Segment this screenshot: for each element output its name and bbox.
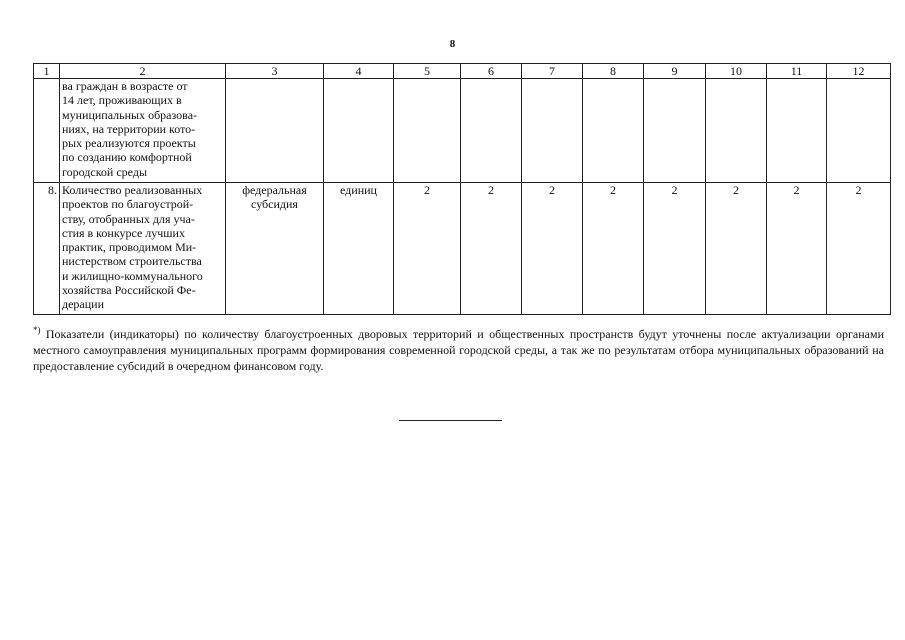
indicators-table	[33, 63, 891, 315]
year-value: 2	[461, 183, 522, 315]
year-value: 2	[583, 183, 644, 315]
year-value	[644, 79, 706, 183]
funding-source	[226, 79, 324, 183]
funding-source-line: федеральная	[242, 183, 307, 197]
unit-of-measure: единиц	[324, 183, 394, 315]
year-value: 2	[706, 183, 767, 315]
year-value	[522, 79, 583, 183]
closing-rule	[399, 420, 502, 421]
description-line: городской среды	[62, 164, 148, 179]
description-line: ству, отобранных для уча-	[62, 211, 195, 226]
table-row	[34, 79, 891, 183]
table-row	[34, 183, 891, 315]
footnote-text: Показатели (индикаторы) по количеству благоустроенных дворовых территорий и общественных пространств будут уточнены после актуализации органами местного самоуправления муниципальных программ формирования современной городской среды, а так же по результатам отбора муниципальных образований на предоставление субсидий в очередном финансовом году.	[33, 327, 884, 373]
row-number	[34, 79, 60, 183]
column-number: 10	[706, 64, 767, 79]
page-number: 8	[449, 38, 456, 50]
column-number: 3	[226, 64, 324, 79]
description-line: муниципальных образова-	[62, 107, 198, 122]
year-value	[394, 79, 461, 183]
description-line: хозяйства Российской Фе-	[62, 283, 196, 298]
year-value	[461, 79, 522, 183]
column-number: 12	[827, 64, 891, 79]
description-line: проектов по благоустрой-	[62, 197, 194, 212]
description-line: 14 лет, проживающих в	[62, 93, 182, 108]
footnote-marker: *)	[33, 325, 41, 335]
year-value: 2	[522, 183, 583, 315]
description-line: по созданию комфортной	[62, 150, 192, 165]
column-number: 1	[34, 64, 60, 79]
footnote	[33, 326, 884, 374]
year-value	[706, 79, 767, 183]
year-value: 2	[767, 183, 827, 315]
row-number: 8.	[34, 183, 60, 315]
unit-of-measure	[324, 79, 394, 183]
description-line: нистерством строительства	[62, 254, 202, 269]
column-number: 6	[461, 64, 522, 79]
column-number: 2	[60, 64, 226, 79]
description-line: стия в конкурсе лучших	[62, 225, 185, 240]
indicator-description	[60, 183, 226, 315]
column-number: 5	[394, 64, 461, 79]
description-line: ва граждан в возрасте от	[62, 79, 188, 93]
description-line: и жилищно-коммунального	[62, 268, 203, 283]
description-line: практик, проводимом Ми-	[62, 240, 197, 255]
year-value: 2	[827, 183, 891, 315]
year-value: 2	[644, 183, 706, 315]
description-line: дерации	[62, 297, 105, 312]
column-number: 11	[767, 64, 827, 79]
description-line: Количество реализованных	[62, 183, 203, 197]
year-value	[583, 79, 644, 183]
indicator-description	[60, 79, 226, 183]
funding-source	[226, 183, 324, 315]
year-value: 2	[394, 183, 461, 315]
table-header-row	[34, 64, 891, 79]
column-number: 7	[522, 64, 583, 79]
description-line: ниях, на территории кото-	[62, 121, 196, 136]
year-value	[767, 79, 827, 183]
funding-source-line: субсидия	[251, 197, 298, 212]
column-number: 9	[644, 64, 706, 79]
year-value	[827, 79, 891, 183]
column-number: 8	[583, 64, 644, 79]
column-number: 4	[324, 64, 394, 79]
description-line: рых реализуются проекты	[62, 136, 196, 151]
